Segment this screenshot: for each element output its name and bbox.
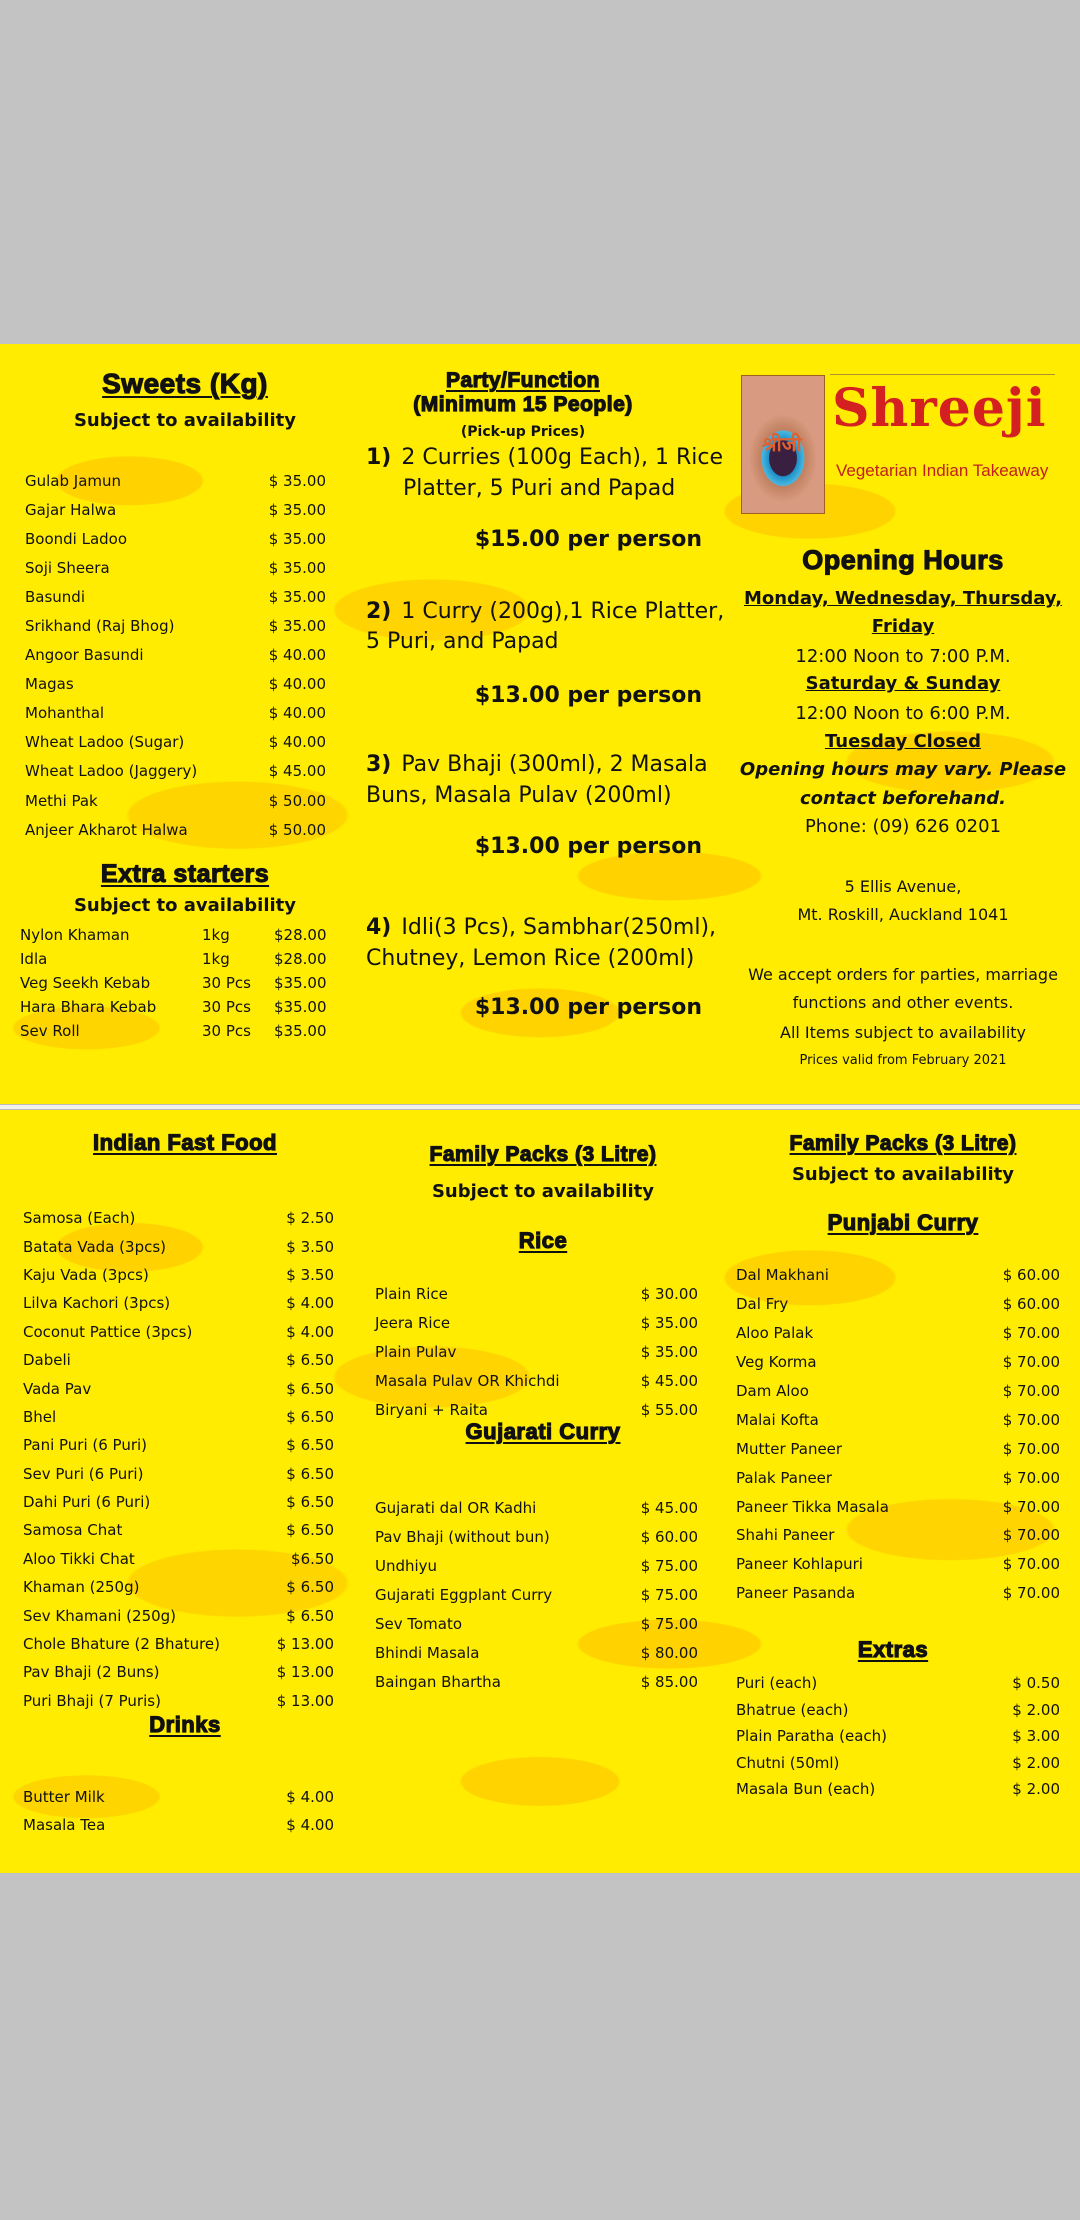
item-price: $35.00 [274, 1022, 327, 1040]
menu-item [20, 995, 330, 1019]
item-name: Masala Bun (each) [736, 1780, 876, 1799]
item-quantity: 30 Pcs [202, 974, 251, 992]
item-name: Gujarati Eggplant Curry [375, 1585, 553, 1604]
item-name: Angoor Basundi [25, 646, 144, 665]
package-number: 4) [366, 915, 392, 940]
sweets-list [25, 466, 326, 844]
closed-day: Tuesday Closed [824, 731, 982, 752]
item-price: $35.00 [274, 998, 327, 1016]
item-name: Dal Fry [736, 1295, 789, 1314]
package-description: Idli(3 Pcs), Sambhar(250ml), [401, 915, 717, 940]
extra-starters-heading: Extra starters [100, 860, 270, 888]
party-package-line-2: 5 Puri, and Papad [366, 629, 559, 654]
item-name: Dal Makhani [736, 1266, 829, 1285]
item-price: $28.00 [274, 926, 327, 944]
menu-item [736, 1521, 1060, 1550]
orders-note-2: functions and other events. [792, 993, 1014, 1012]
item-name: Pav Bhaji (2 Buns) [23, 1663, 160, 1682]
item-price: $ 6.50 [286, 1379, 334, 1398]
item-name: Magas [25, 675, 74, 694]
item-price: $ 40.00 [268, 733, 326, 752]
drinks-list [23, 1783, 334, 1839]
item-price: $ 6.50 [286, 1464, 334, 1483]
item-name: Dabeli [23, 1351, 71, 1370]
item-price: $ 4.00 [286, 1788, 334, 1806]
menu-item [25, 524, 326, 553]
menu-item [23, 1488, 334, 1516]
menu-item [736, 1723, 1060, 1750]
gujarati-curry-heading: Gujarati Curry [465, 1419, 621, 1444]
item-name: Pani Puri (6 Puri) [23, 1436, 148, 1455]
brand-tagline: Vegetarian Indian Takeaway [836, 461, 1049, 480]
menu-item [375, 1638, 698, 1667]
party-package-line [366, 445, 723, 470]
menu-item [736, 1750, 1060, 1777]
item-name: Gulab Jamun [25, 471, 122, 490]
item-price: $ 50.00 [268, 791, 326, 810]
item-price: $ 40.00 [268, 675, 326, 694]
item-price: $ 70.00 [1002, 1410, 1060, 1429]
item-price: $ 75.00 [640, 1614, 698, 1633]
item-name: Butter Milk [23, 1788, 105, 1806]
family-packs-subtitle: Subject to availability [431, 1181, 655, 1202]
menu-item [736, 1290, 1060, 1319]
item-price: $ 35.00 [268, 587, 326, 606]
item-price: $ 45.00 [640, 1371, 698, 1390]
item-price: $ 3.50 [286, 1237, 334, 1256]
item-price: $35.00 [274, 974, 327, 992]
party-heading: Party/Function [445, 369, 600, 392]
item-price: $ 4.00 [286, 1294, 334, 1313]
item-price: $ 4.00 [286, 1816, 334, 1834]
item-price: $6.50 [291, 1549, 334, 1568]
menu-item [736, 1377, 1060, 1406]
item-name: Puri Bhaji (7 Puris) [23, 1691, 161, 1710]
item-name: Baingan Bhartha [375, 1672, 501, 1691]
menu-item [25, 495, 326, 524]
item-name: Aloo Tikki Chat [23, 1549, 135, 1568]
menu-item [736, 1670, 1060, 1697]
item-name: Veg Seekh Kebab [20, 974, 151, 992]
item-price: $28.00 [274, 950, 327, 968]
item-quantity: 1kg [202, 926, 230, 944]
item-name: Shahi Paneer [736, 1526, 835, 1545]
menu-item [23, 1346, 334, 1374]
menu-item [25, 757, 326, 786]
menu-item [25, 786, 326, 815]
party-package-line-2: Chutney, Lemon Rice (200ml) [366, 946, 695, 971]
item-price: $ 4.00 [286, 1322, 334, 1341]
fast-food-heading: Indian Fast Food [93, 1130, 277, 1155]
item-price: $ 2.00 [1012, 1780, 1060, 1799]
gujarati-curry-list [375, 1493, 698, 1696]
menu-item [736, 1434, 1060, 1463]
item-price: $ 2.50 [286, 1209, 334, 1228]
party-package-line [366, 599, 724, 624]
item-quantity: 1kg [202, 950, 230, 968]
family-packs-subtitle-2: Subject to availability [791, 1164, 1015, 1185]
item-name: Lilva Kachori (3pcs) [23, 1294, 171, 1313]
weekdays-label: Monday, Wednesday, Thursday, [743, 588, 1063, 609]
rice-list [375, 1279, 698, 1424]
item-name: Plain Paratha (each) [736, 1727, 887, 1746]
menu-item [23, 1601, 334, 1629]
party-package-line [366, 915, 716, 940]
item-price: $ 50.00 [268, 820, 326, 839]
item-name: Bhatrue (each) [736, 1700, 849, 1719]
menu-item [736, 1348, 1060, 1377]
item-name: Pav Bhaji (without bun) [375, 1527, 550, 1546]
item-price: $ 35.00 [640, 1313, 698, 1332]
phone-number[interactable]: Phone: (09) 626 0201 [804, 816, 1002, 837]
item-name: Biryani + Raita [375, 1400, 488, 1419]
menu-item [23, 1658, 334, 1686]
item-price: $ 60.00 [640, 1527, 698, 1546]
menu-item [375, 1337, 698, 1366]
sweets-heading: Sweets (Kg) [102, 368, 268, 399]
item-price: $ 35.00 [268, 471, 326, 490]
menu-item [25, 582, 326, 611]
item-name: Sev Khamani (250g) [23, 1606, 177, 1625]
item-price: $ 35.00 [640, 1342, 698, 1361]
item-name: Masala Tea [23, 1816, 106, 1834]
menu-item [736, 1776, 1060, 1803]
menu-item [736, 1492, 1060, 1521]
item-price: $ 6.50 [286, 1407, 334, 1426]
package-number: 2) [366, 599, 392, 624]
item-name: Soji Sheera [25, 558, 110, 577]
item-quantity: 30 Pcs [202, 1022, 251, 1040]
menu-item [20, 971, 330, 995]
menu-item [375, 1493, 698, 1522]
menu-item [25, 466, 326, 495]
item-name: Sev Roll [20, 1022, 80, 1040]
item-price: $ 3.00 [1012, 1727, 1060, 1746]
item-name: Dam Aloo [736, 1382, 809, 1400]
item-name: Hara Bhara Kebab [20, 998, 157, 1016]
menu-item [375, 1609, 698, 1638]
orders-note: We accept orders for parties, marriage [748, 965, 1058, 984]
item-name: Gujarati dal OR Kadhi [375, 1498, 537, 1517]
item-price: $ 70.00 [1002, 1382, 1060, 1400]
item-price: $ 2.00 [1012, 1700, 1060, 1719]
extra-starters-subtitle: Subject to availability [73, 895, 297, 916]
item-price: $ 6.50 [286, 1493, 334, 1512]
item-name: Kaju Vada (3pcs) [23, 1265, 149, 1284]
family-packs-heading: Family Packs (3 Litre) [429, 1143, 657, 1166]
item-price: $ 70.00 [1002, 1555, 1060, 1574]
item-name: Samosa (Each) [23, 1209, 136, 1228]
menu-item [20, 923, 330, 947]
item-name: Khaman (250g) [23, 1578, 140, 1597]
extra-starters-list [20, 923, 330, 1043]
menu-item [375, 1366, 698, 1395]
item-price: $ 70.00 [1002, 1497, 1060, 1516]
menu-item [23, 1318, 334, 1346]
item-name: Veg Korma [736, 1353, 817, 1372]
menu-item [25, 815, 326, 844]
item-name: Coconut Pattice (3pcs) [23, 1322, 193, 1341]
menu-item [23, 1460, 334, 1488]
item-price: $ 70.00 [1002, 1584, 1060, 1603]
extras-heading: Extras [857, 1637, 929, 1662]
item-price: $ 70.00 [1002, 1353, 1060, 1372]
logo-glyph: श्रीजी [762, 432, 802, 456]
item-price: $ 70.00 [1002, 1324, 1060, 1343]
menu-item [25, 670, 326, 699]
menu-item [23, 1687, 334, 1715]
menu-item [23, 1374, 334, 1402]
address-line-2: Mt. Roskill, Auckland 1041 [797, 905, 1009, 924]
item-price: $ 60.00 [1002, 1266, 1060, 1285]
item-name: Sev Tomato [375, 1614, 463, 1633]
drinks-heading: Drinks [149, 1712, 221, 1737]
menu-item [375, 1580, 698, 1609]
item-name: Mohanthal [25, 704, 105, 723]
weekdays-label-2: Friday [871, 616, 935, 637]
item-name: Batata Vada (3pcs) [23, 1237, 166, 1256]
menu-item [25, 699, 326, 728]
item-name: Nylon Khaman [20, 926, 130, 944]
item-price: $ 40.00 [268, 704, 326, 723]
party-subtitle: (Minimum 15 People) [413, 393, 633, 416]
menu-item [23, 1261, 334, 1289]
menu-item [23, 1545, 334, 1573]
item-name: Wheat Ladoo (Jaggery) [25, 762, 198, 781]
item-name: Wheat Ladoo (Sugar) [25, 733, 185, 752]
item-name: Malai Kofta [736, 1410, 819, 1429]
item-name: Jeera Rice [375, 1313, 451, 1332]
item-name: Boondi Ladoo [25, 529, 128, 548]
family-packs-heading-2: Family Packs (3 Litre) [789, 1132, 1017, 1155]
item-price: $ 3.50 [286, 1265, 334, 1284]
menu-item [375, 1308, 698, 1337]
item-price: $ 6.50 [286, 1351, 334, 1370]
item-price: $ 35.00 [268, 558, 326, 577]
item-price: $ 40.00 [268, 646, 326, 665]
menu-item [23, 1403, 334, 1431]
menu-item [25, 611, 326, 640]
item-name: Dahi Puri (6 Puri) [23, 1493, 151, 1512]
item-price: $ 80.00 [640, 1643, 698, 1662]
item-name: Samosa Chat [23, 1521, 123, 1540]
opening-hours-heading: Opening Hours [802, 545, 1004, 575]
fast-food-list [23, 1204, 334, 1715]
item-name: Plain Rice [375, 1284, 448, 1303]
item-name: Anjeer Akharot Halwa [25, 820, 188, 839]
item-price: $ 35.00 [268, 617, 326, 636]
package-description: 1 Curry (200g),1 Rice Platter, [401, 599, 725, 624]
menu-item [23, 1783, 334, 1811]
item-price: $ 13.00 [276, 1691, 334, 1710]
item-price: $ 75.00 [640, 1585, 698, 1604]
menu-item [375, 1522, 698, 1551]
menu-item [23, 1431, 334, 1459]
item-name: Puri (each) [736, 1674, 818, 1693]
item-price: $ 13.00 [276, 1663, 334, 1682]
item-price: $ 30.00 [640, 1284, 698, 1303]
package-price: $13.00 per person [474, 995, 702, 1020]
item-name: Idla [20, 950, 48, 968]
item-price: $ 85.00 [640, 1672, 698, 1691]
menu-item [23, 1289, 334, 1317]
punjabi-curry-list [736, 1261, 1060, 1608]
item-name: Undhiyu [375, 1556, 438, 1575]
prices-valid-note: Prices valid from February 2021 [799, 1053, 1007, 1068]
item-name: Plain Pulav [375, 1342, 457, 1361]
item-price: $ 13.00 [276, 1635, 334, 1654]
weekend-label: Saturday & Sunday [805, 673, 1001, 694]
party-note: (Pick-up Prices) [460, 424, 586, 440]
item-name: Bhel [23, 1407, 57, 1426]
menu-item [736, 1697, 1060, 1724]
menu-item [375, 1279, 698, 1308]
item-price: $ 70.00 [1002, 1526, 1060, 1545]
package-price: $15.00 per person [474, 527, 702, 552]
rice-heading: Rice [518, 1228, 568, 1253]
party-package-line-2: Platter, 5 Puri and Papad [403, 476, 676, 501]
item-price: $ 6.50 [286, 1578, 334, 1597]
menu-item [23, 1232, 334, 1260]
item-price: $ 60.00 [1002, 1295, 1060, 1314]
item-name: Paneer Pasanda [736, 1584, 856, 1603]
punjabi-curry-heading: Punjabi Curry [827, 1210, 979, 1235]
hours-notice: Opening hours may vary. Please [739, 759, 1067, 780]
item-name: Sev Puri (6 Puri) [23, 1464, 144, 1483]
menu-item [736, 1463, 1060, 1492]
item-name: Gajar Halwa [25, 500, 117, 519]
menu-item [375, 1667, 698, 1696]
item-name: Aloo Palak [736, 1324, 814, 1343]
item-name: Paneer Kohlapuri [736, 1555, 863, 1574]
menu-item [20, 1019, 330, 1043]
availability-note: All Items subject to availability [780, 1023, 1026, 1042]
menu-item [736, 1405, 1060, 1434]
menu-item [23, 1204, 334, 1232]
package-number: 1) [366, 445, 392, 470]
item-name: Paneer Tikka Masala [736, 1497, 889, 1516]
sweets-subtitle: Subject to availability [73, 410, 297, 431]
menu-item [736, 1261, 1060, 1290]
item-price: $ 70.00 [1002, 1468, 1060, 1487]
menu-item [736, 1550, 1060, 1579]
item-price: $ 6.50 [286, 1606, 334, 1625]
package-price: $13.00 per person [474, 683, 702, 708]
item-name: Chole Bhature (2 Bhature) [23, 1635, 220, 1654]
menu-item [23, 1630, 334, 1658]
item-price: $ 6.50 [286, 1436, 334, 1455]
package-price: $13.00 per person [474, 834, 702, 859]
menu-item [736, 1319, 1060, 1348]
menu-item [23, 1573, 334, 1601]
menu-item [736, 1579, 1060, 1608]
menu-item [23, 1811, 334, 1839]
item-name: Palak Paneer [736, 1468, 833, 1487]
package-description: Pav Bhaji (300ml), 2 Masala [401, 752, 708, 777]
menu-item [20, 947, 330, 971]
menu-item [25, 641, 326, 670]
item-price: $ 55.00 [640, 1400, 698, 1419]
party-package-line-2: Buns, Masala Pulav (200ml) [366, 783, 672, 808]
item-name: Vada Pav [23, 1379, 92, 1398]
menu-item [25, 553, 326, 582]
package-description: 2 Curries (100g Each), 1 Rice [401, 445, 724, 470]
extras-list [736, 1670, 1060, 1803]
item-name: Methi Pak [25, 791, 98, 810]
weekdays-hours: 12:00 Noon to 7:00 P.M. [795, 646, 1011, 667]
hours-notice-2: contact beforehand. [799, 788, 1006, 809]
item-price: $ 45.00 [268, 762, 326, 781]
item-price: $ 75.00 [640, 1556, 698, 1575]
item-price: $ 45.00 [640, 1498, 698, 1517]
item-price: $ 35.00 [268, 500, 326, 519]
item-name: Mutter Paneer [736, 1439, 843, 1458]
package-number: 3) [366, 752, 392, 777]
weekend-hours: 12:00 Noon to 6:00 P.M. [795, 703, 1011, 724]
item-price: $ 70.00 [1002, 1439, 1060, 1458]
item-price: $ 6.50 [286, 1521, 334, 1540]
item-quantity: 30 Pcs [202, 998, 251, 1016]
item-name: Bhindi Masala [375, 1643, 480, 1662]
address-line-1: 5 Ellis Avenue, [844, 877, 962, 896]
item-price: $ 0.50 [1012, 1674, 1060, 1693]
brand-name: Shreeji [832, 378, 1047, 439]
item-price: $ 35.00 [268, 529, 326, 548]
menu-item [375, 1551, 698, 1580]
logo-rule [830, 374, 1055, 375]
item-name: Masala Pulav OR Khichdi [375, 1371, 560, 1390]
item-name: Basundi [25, 587, 85, 606]
party-package-line [366, 752, 708, 777]
item-price: $ 2.00 [1012, 1753, 1060, 1772]
item-name: Chutni (50ml) [736, 1753, 840, 1772]
menu-item [25, 728, 326, 757]
menu-item [23, 1516, 334, 1544]
item-name: Srikhand (Raj Bhog) [25, 617, 175, 636]
